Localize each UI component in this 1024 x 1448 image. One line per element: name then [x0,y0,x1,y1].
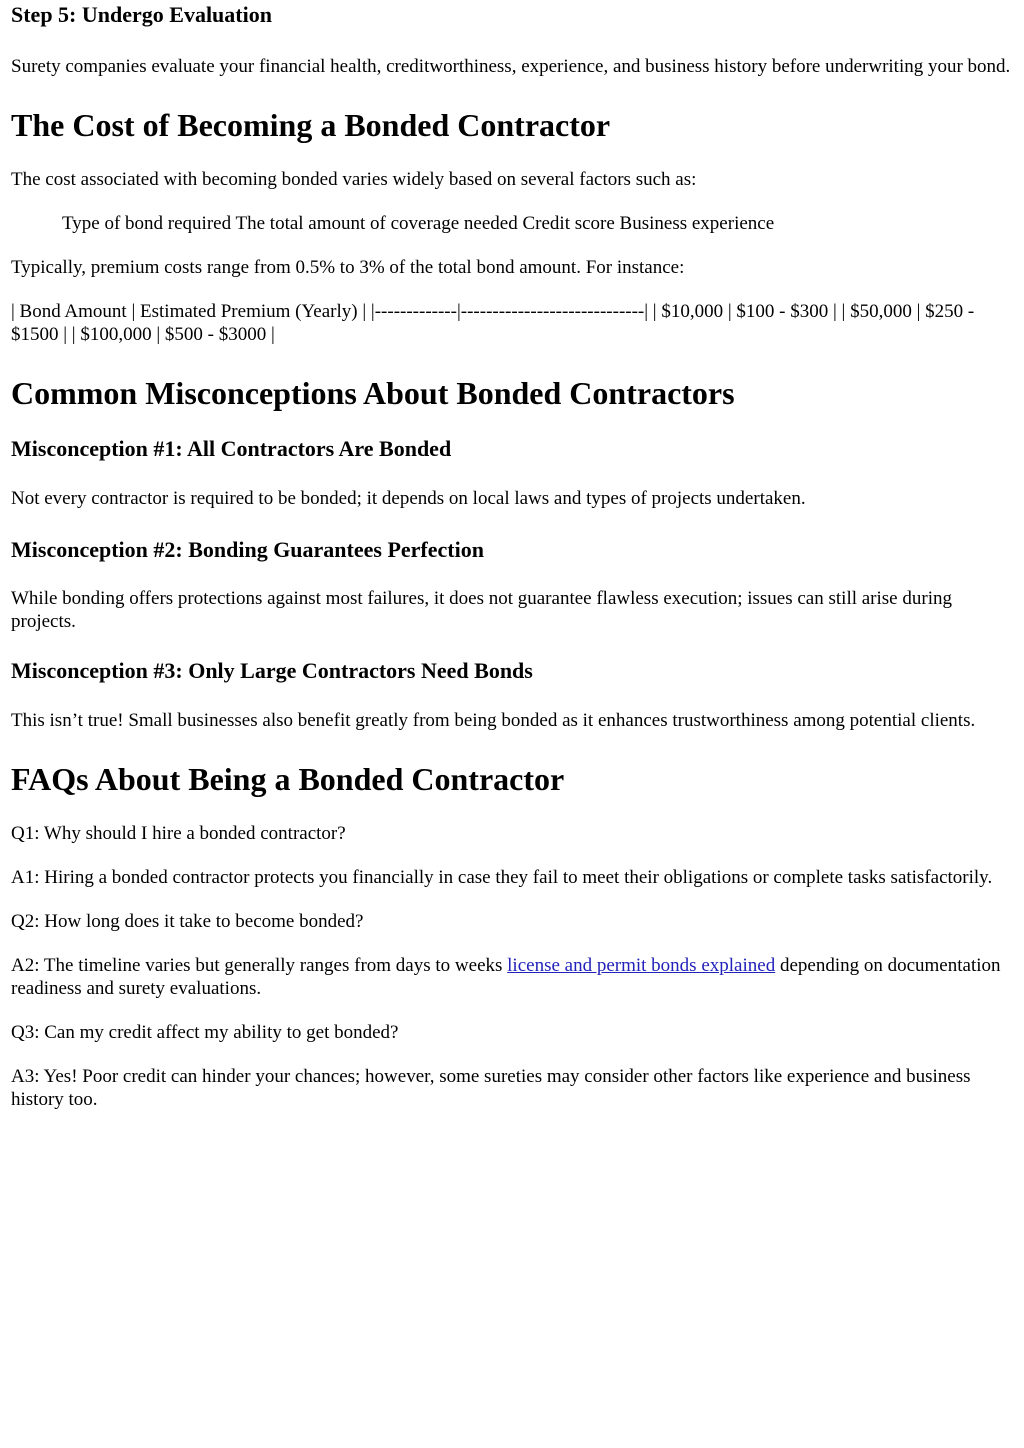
faqs-heading: FAQs About Being a Bonded Contractor [11,761,565,797]
step5-text: Surety companies evaluate your financial health, creditworthiness, experience, and business history before underwriting your bond. [11,56,1011,77]
faq-a2-text-after: depending on documentation readiness and surety evaluations. [11,955,1001,999]
cost-intro: The cost associated with becoming bonded varies widely based on several factors such as: [11,169,697,190]
faq-a2-text-before: A2: The timeline varies but generally ranges from days to weeks [11,955,508,976]
cost-factors: Type of bond required The total amount of coverage needed Credit score Business experience [62,213,775,234]
misconception-2-text: While bonding offers protections against most failures, it does not guarantee flawless execution; issues can still arise during projects. [11,588,952,632]
faq-a3: A3: Yes! Poor credit can hinder your chances; however, some sureties may consider other factors like experience and business history too. [11,1066,971,1110]
faq-a2 [11,954,1013,1000]
premium-text: Typically, premium costs range from 0.5% to 3% of the total bond amount. For instance: [11,257,685,278]
license-permit-bonds-link[interactable]: license and permit bonds explained [507,955,776,976]
misconception-3-text: This isn’t true! Small businesses also benefit greatly from being bonded as it enhances trustworthiness among potential clients. [11,710,976,731]
cost-heading: The Cost of Becoming a Bonded Contractor [11,107,611,143]
faq-q2: Q2: How long does it take to become bonded? [11,911,364,932]
faq-a1: A1: Hiring a bonded contractor protects you financially in case they fail to meet their obligations or complete tasks satisfactorily. [11,867,993,888]
step5-heading: Step 5: Undergo Evaluation [11,2,272,27]
premium-table-text: | Bond Amount | Estimated Premium (Yearly) | |-------------|-----------------------------| | $10,000 | $100 - $300 | | $50,000 | $250 - $1500 | | $100,000 | $500 - $3000 | [11,301,975,345]
faq-q1: Q1: Why should I hire a bonded contractor? [11,823,346,844]
misconception-1-text: Not every contractor is required to be bonded; it depends on local laws and types of projects undertaken. [11,488,806,509]
faq-q3: Q3: Can my credit affect my ability to get bonded? [11,1022,399,1043]
misconception-3-heading: Misconception #3: Only Large Contractors Need Bonds [11,658,533,683]
misconceptions-heading: Common Misconceptions About Bonded Contractors [11,375,735,411]
article-body [0,2,1024,1111]
misconception-2-heading: Misconception #2: Bonding Guarantees Perfection [11,537,484,562]
misconception-1-heading: Misconception #1: All Contractors Are Bonded [11,436,452,461]
